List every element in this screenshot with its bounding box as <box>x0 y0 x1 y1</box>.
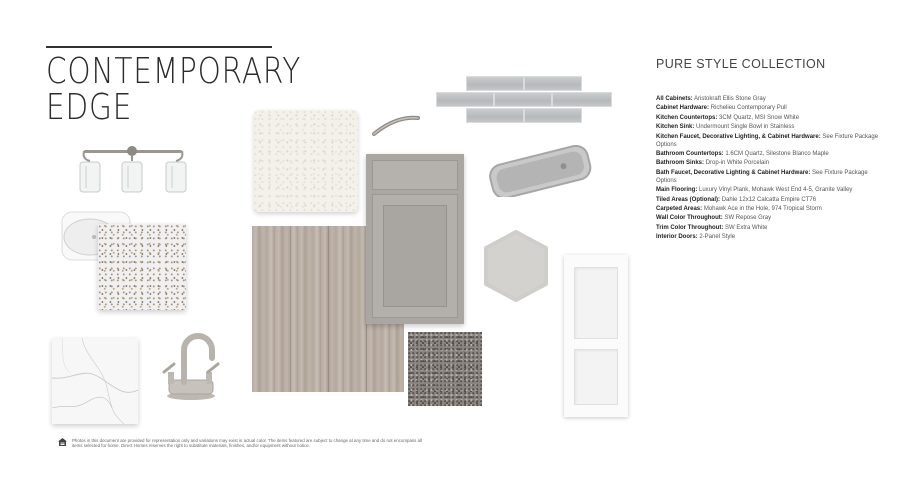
carpet-swatch <box>408 332 482 406</box>
backsplash-tiles <box>436 76 612 124</box>
interior-door <box>564 255 628 417</box>
spec-item: Main Flooring: Luxury Vinyl Plank, Mohawk West End 4-5, Granite Valley <box>656 187 853 194</box>
spec-list <box>656 95 881 243</box>
wall-color-swatch <box>482 230 550 302</box>
cabinet-swatch <box>366 154 464 324</box>
equal-housing-icon <box>58 438 67 446</box>
spec-item: All Cabinets: Aristokraft Ellis Stone Gray <box>656 96 766 102</box>
spec-item: Wall Color Throughout: SW Repose Gray <box>656 215 772 222</box>
spec-item: Tiled Areas (Optional): Dahle 12x12 Calcatta Empire CT76 <box>656 196 817 203</box>
bath-faucet <box>160 332 222 402</box>
spec-item: Bath Faucet, Decorative Lighting & Cabinet Hardware: See Fixture Package Options <box>656 169 868 184</box>
page-title-line-1: CONTEMPORARY <box>46 51 302 92</box>
spec-item: Bathroom Countertops: 1.6CM Quartz, Silestone Blanco Maple <box>656 151 829 158</box>
disclaimer-text: Photos in this document are provided for representation only and variations may exist in actual color. The items featured are subject to change at any time and do not encompass all items selected for home. Direct Homes reserves the right to substitute materials, finishes, and/or equipment without notice. <box>72 438 422 449</box>
kitchen-countertop-swatch <box>254 110 358 212</box>
spec-item: Interior Doors: 2-Panel Style <box>656 234 736 241</box>
spec-item: Kitchen Faucet, Decorative Lighting, & Cabinet Hardware: See Fixture Package Options <box>656 133 879 148</box>
spec-item: Bathroom Sinks: Drop-in White Porcelain <box>656 160 770 167</box>
spec-item: Carpeted Areas: Mohawk Ace in the Hole, 974 Tropical Storm <box>656 206 822 213</box>
cabinet-pull <box>370 114 422 140</box>
bathroom-countertop-swatch <box>98 224 186 310</box>
cabinet-door-front <box>372 194 458 318</box>
page-title-line-2: EDGE <box>46 87 133 128</box>
title-rule <box>46 46 272 48</box>
kitchen-sink <box>484 145 596 197</box>
cabinet-drawer-front <box>372 160 458 190</box>
spec-item: Kitchen Countertops: 3CM Quartz, MSI Snow White <box>656 114 800 121</box>
tile-swatch <box>52 338 138 424</box>
spec-item: Trim Color Throughout: SW Extra White <box>656 224 768 231</box>
spec-item: Kitchen Sink: Undermount Single Bowl in Stainless <box>656 124 795 131</box>
collection-heading: PURE STYLE COLLECTION <box>656 57 826 71</box>
vanity-light-fixture <box>74 140 192 196</box>
spec-item: Cabinet Hardware: Richelieu Contemporary Pull <box>656 105 787 112</box>
